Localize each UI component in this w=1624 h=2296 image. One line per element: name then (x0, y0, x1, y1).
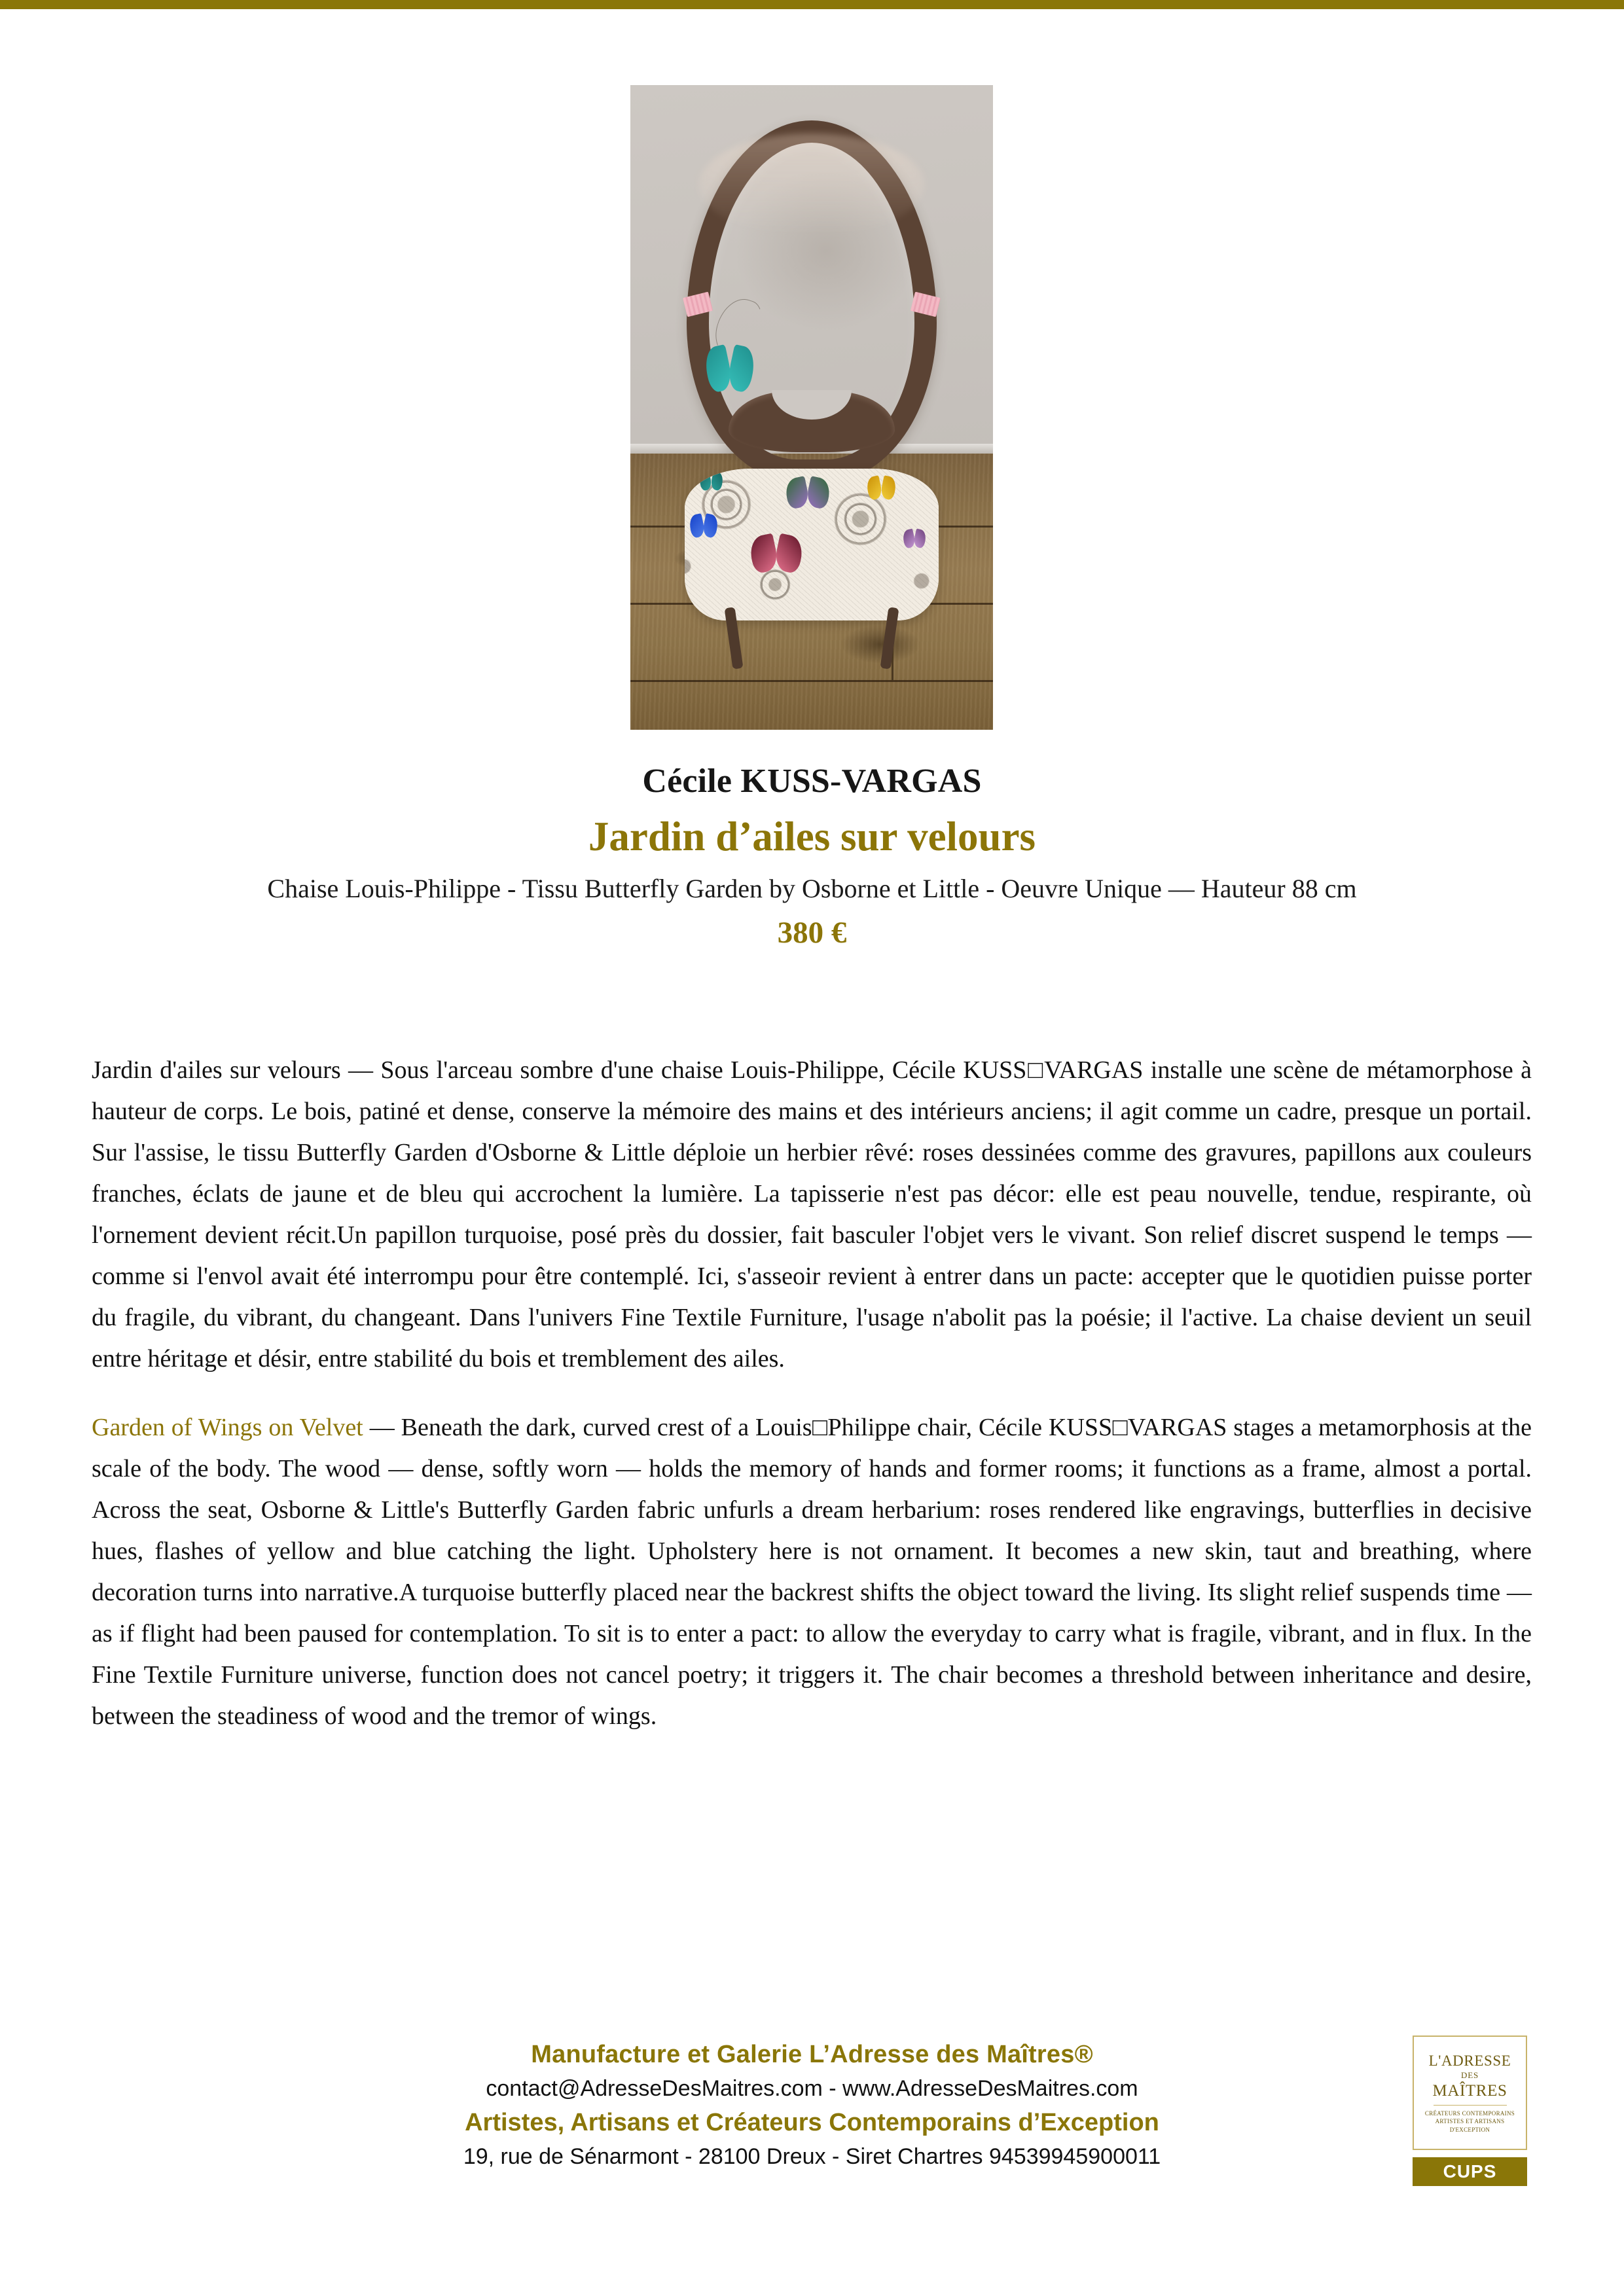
chair-seat-upholstery (685, 469, 939, 620)
footer-contact-line[interactable]: contact@AdresseDesMaitres.com - www.AdresseDesMaitres.com (486, 2076, 1138, 2101)
logo-line-3: MAÎTRES (1432, 2081, 1507, 2100)
yellow-butterfly-icon (867, 476, 895, 499)
product-photo (630, 85, 993, 730)
cups-badge: CUPS (1413, 2157, 1527, 2186)
teal-butterfly-icon (700, 472, 723, 490)
artwork-title: Jardin d’ailes sur velours (588, 814, 1036, 859)
plank-seam (630, 680, 993, 682)
description-paragraph-fr: Jardin d'ailes sur velours — Sous l'arceau sombre d'une chaise Louis-Philippe, Cécile KUSS□VARGAS installe une scène de métamorphose à hauteur de corps. Le bois, patiné et dense, conserve la mémoire des mains et des intérieurs anciens; il agit comme un cadre, presque un portail. Sur l'assise, le tissu Butterfly Garden d'Osborne & Little déploie un herbier rêvé: roses dessinées comme des gravures, papillons aux couleurs franches, éclats de jaune et de bleu qui accrochent la lumière. La tapisserie n'est pas décor: elle est peau nouvelle, tendue, respirante, où l'ornement devient récit.Un papillon turquoise, posé près du dossier, fait basculer l'objet vers le vivant. Son relief discret suspend le temps — comme si l'envol avait été interrompu pour être contemplé. Ici, s'asseoir revient à entrer dans un pacte: accepter que le quotidien puisse porter du fragile, du vibrant, du changeant. Dans l'univers Fine Textile Furniture, l'usage n'abolit pas la poésie; il l'active. La chaise devient un seuil entre héritage et désir, entre stabilité du bois et tremblement des ailes. (92, 1056, 1532, 1372)
logo-subtitle-1: CRÉATEURS CONTEMPORAINS (1424, 2109, 1515, 2117)
brand-logo-block (1413, 2036, 1527, 2186)
logo-subtitle-3: D'EXCEPTION (1449, 2126, 1490, 2133)
footer-address-line: 19, rue de Sénarmont - 28100 Dreux - Siret Chartres 94539945900011 (463, 2144, 1161, 2169)
blue-butterfly-icon (690, 514, 718, 537)
top-gold-rule (0, 0, 1624, 9)
description-column (92, 1050, 1532, 1765)
turquoise-butterfly-icon (706, 346, 753, 391)
artwork-subtitle: Chaise Louis-Philippe - Tissu Butterfly Garden by Osborne et Little - Oeuvre Unique — Hauteur 88 cm (267, 874, 1357, 903)
pink-butterfly-icon (751, 535, 802, 572)
logo-card (1413, 2036, 1527, 2150)
footer-tagline: Artistes, Artisans et Créateurs Contemporains d’Exception (465, 2109, 1159, 2136)
logo-divider (1434, 2105, 1507, 2106)
price-label: 380 € (777, 916, 847, 950)
footer-company-name: Manufacture et Galerie L’Adresse des Maîtres® (531, 2041, 1093, 2068)
purple-butterfly-icon (786, 478, 829, 508)
wood-knot (840, 625, 920, 664)
artist-name: Cécile KUSS-VARGAS (642, 762, 982, 800)
description-paragraph-en (92, 1407, 1532, 1737)
wood-sheen (699, 134, 924, 237)
page-footer (0, 2037, 1624, 2173)
lilac-butterfly-icon (903, 529, 926, 548)
chair-photograph-canvas (630, 85, 993, 730)
logo-line-1: L'ADRESSE (1428, 2052, 1511, 2069)
english-lead-title: Garden of Wings on Velvet (92, 1414, 363, 1441)
logo-line-2: DES (1461, 2070, 1479, 2080)
english-body-text: — Beneath the dark, curved crest of a Louis□Philippe chair, Cécile KUSS□VARGAS stages a metamorphosis at the scale of the body. The wood — dense, softly worn — holds the memory of hands and former rooms; it functions as a frame, almost a portal. Across the seat, Osborne & Little's Butterfly Garden fabric unfurls a dream herbarium: roses rendered like engravings, butterflies in decisive hues, flashes of yellow and blue catching the light. Upholstery here is not ornament. It becomes a new skin, taut and breathing, where decoration turns into narrative.A turquoise butterfly placed near the backrest shifts the object toward the living. Its slight relief suspends time — as if flight had been paused for contemplation. To sit is to enter a pact: to allow the everyday to carry what is fragile, vibrant, and in flux. In the Fine Textile Furniture universe, function does not cancel poetry; it triggers it. The chair becomes a threshold between inheritance and desire, between the steadiness of wood and the tremor of wings. (92, 1414, 1532, 1730)
logo-subtitle-2: ARTISTES ET ARTISANS (1435, 2118, 1505, 2125)
